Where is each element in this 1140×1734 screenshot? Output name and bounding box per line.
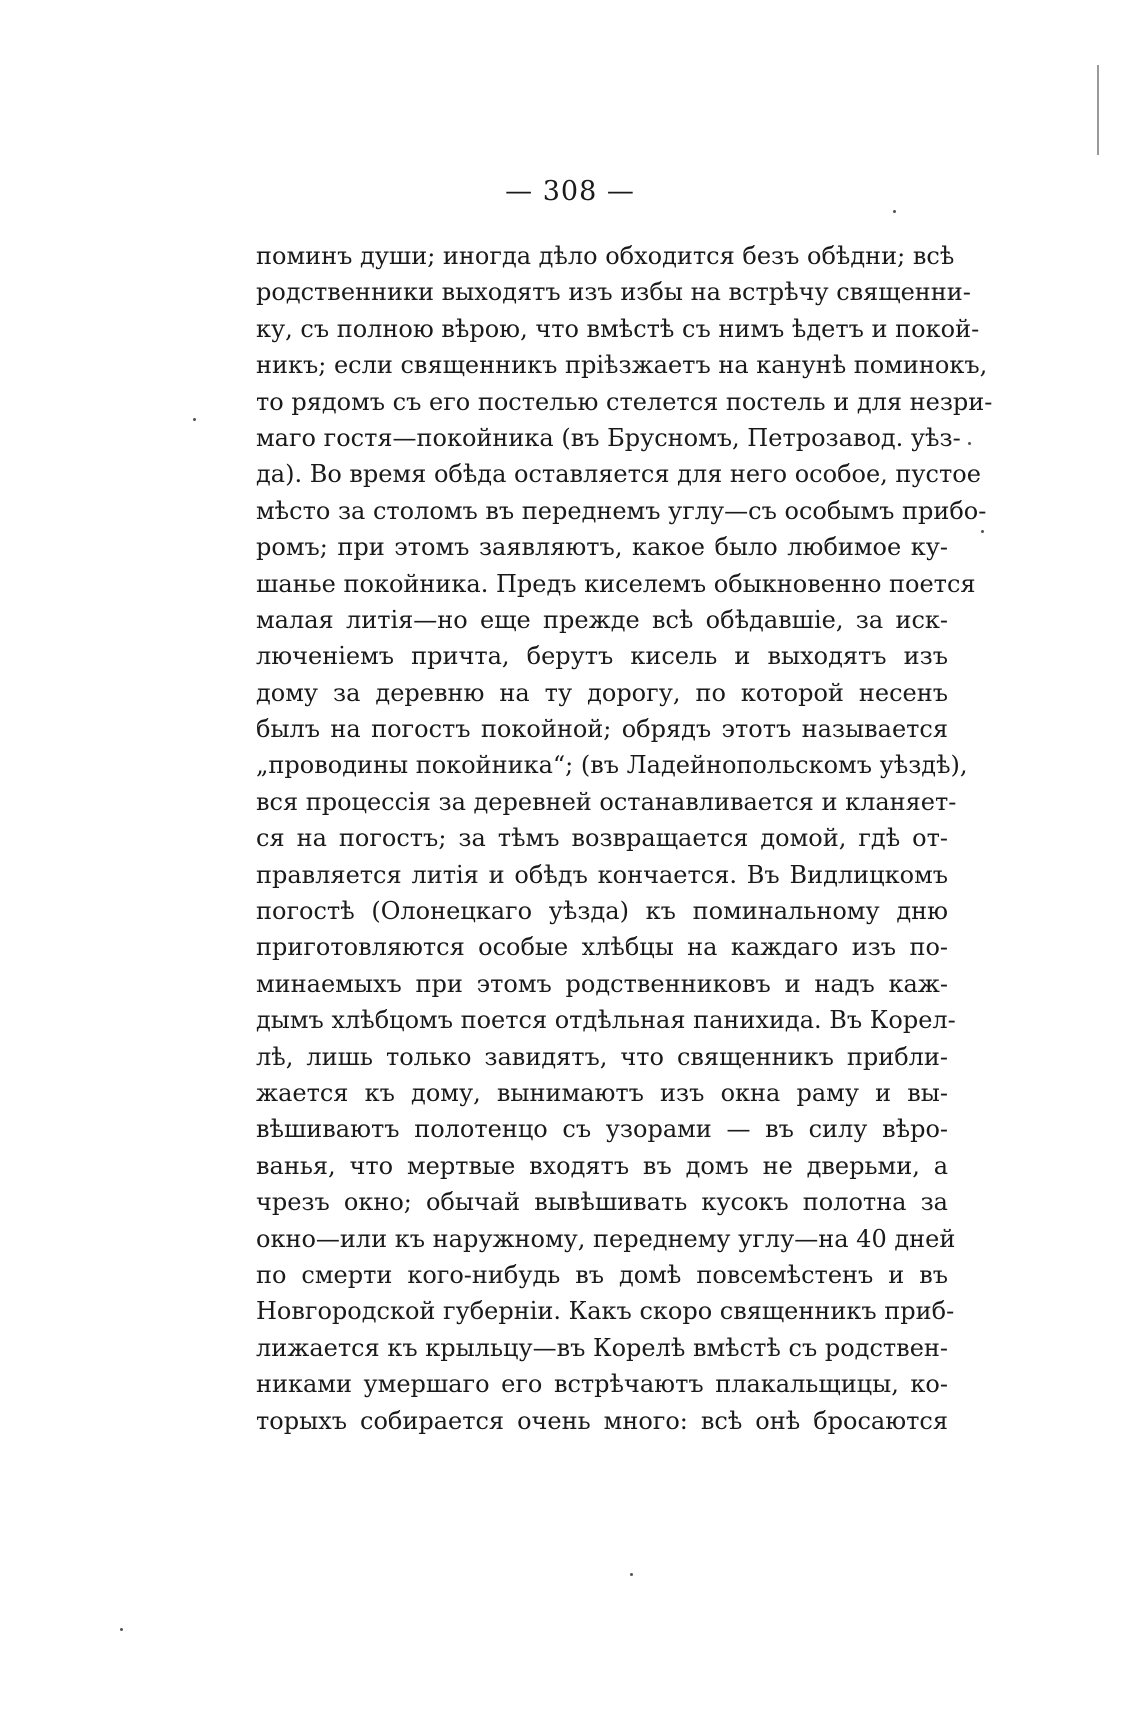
text-line: Новгородской губерніи. Какъ скоро священникъ приб- bbox=[256, 1297, 955, 1326]
text-line: маго гостя—покойника (въ Брусномъ, Петрозавод. уѣз- bbox=[256, 423, 961, 452]
text-line: ромъ; при этомъ заявляютъ, какое было любимое ку- bbox=[256, 533, 948, 562]
text-line: то рядомъ съ его постелью стелется постель и для незри- bbox=[256, 387, 993, 416]
text-line: вѣшиваютъ полотенцо съ узорами — въ силу вѣро- bbox=[256, 1115, 948, 1144]
text-line: мѣсто за столомъ въ переднемъ углу—съ особымъ прибо- bbox=[256, 496, 987, 525]
text-line: шанье покойника. Предъ киселемъ обыкновенно поется bbox=[256, 569, 976, 598]
text-line: лѣ, лишь только завидятъ, что священникъ прибли- bbox=[256, 1042, 948, 1071]
scan-speck bbox=[893, 210, 896, 213]
text-line: торыхъ собирается очень много: всѣ онѣ бросаются bbox=[256, 1406, 948, 1435]
scan-edge-line bbox=[1097, 65, 1099, 155]
text-body bbox=[256, 238, 993, 1439]
scan-speck bbox=[968, 442, 971, 445]
text-line: приготовляются особые хлѣбцы на каждаго изъ по- bbox=[256, 933, 948, 962]
text-line: ку, съ полною вѣрою, что вмѣстѣ съ нимъ ѣдетъ и покой- bbox=[256, 314, 980, 343]
text-line: да). Во время обѣда оставляется для него особое, пустое bbox=[256, 460, 981, 489]
scan-speck bbox=[630, 1573, 633, 1576]
text-line: дому за деревню на ту дорогу, по которой несенъ bbox=[256, 678, 948, 707]
text-line: дымъ хлѣбцомъ поется отдѣльная панихида. Въ Корел- bbox=[256, 1006, 956, 1035]
text-line: поминъ души; иногда дѣло обходится безъ обѣдни; всѣ bbox=[256, 242, 955, 270]
text-line: жается къ дому, вынимаютъ изъ окна раму и вы- bbox=[256, 1078, 948, 1107]
text-line: погостѣ (Олонецкаго уѣзда) къ поминальному дню bbox=[256, 897, 948, 926]
text-line: правляется литія и обѣдъ кончается. Въ Видлицкомъ bbox=[256, 860, 948, 889]
scan-speck bbox=[120, 1628, 123, 1631]
text-line: чрезъ окно; обычай вывѣшивать кусокъ полотна за bbox=[256, 1188, 948, 1217]
text-line: былъ на погостъ покойной; обрядъ этотъ называется bbox=[256, 715, 948, 744]
text-line: малая литія—но еще прежде всѣ обѣдавшіе, за иск- bbox=[256, 605, 948, 634]
page-number: — 308 — bbox=[505, 176, 635, 207]
text-line: ванья, что мертвые входятъ въ домъ не дверьми, а bbox=[256, 1151, 948, 1180]
text-line: по смерти кого-нибудь въ домѣ повсемѣстенъ и въ bbox=[256, 1260, 948, 1289]
text-line: вся процессія за деревней останавливается и кланяет- bbox=[256, 787, 957, 816]
text-line: окно—или къ наружному, переднему углу—на 40 дней bbox=[256, 1224, 956, 1253]
text-line: люченіемъ причта, берутъ кисель и выходятъ изъ bbox=[256, 642, 948, 671]
text-line: родственники выходятъ изъ избы на встрѣчу священни- bbox=[256, 278, 971, 307]
scan-speck bbox=[193, 418, 196, 421]
text-line: никами умершаго его встрѣчаютъ плакальщицы, ко- bbox=[256, 1370, 948, 1399]
scan-speck bbox=[981, 530, 984, 533]
text-line: минаемыхъ при этомъ родственниковъ и надъ каж- bbox=[256, 969, 948, 998]
text-line: ся на погостъ; за тѣмъ возвращается домой, гдѣ от- bbox=[256, 824, 948, 853]
text-line: лижается къ крыльцу—въ Корелѣ вмѣстѣ съ родствен- bbox=[256, 1333, 948, 1362]
text-line: „проводины покойника“; (въ Ладейнопольскомъ уѣздѣ), bbox=[256, 751, 968, 780]
text-line: никъ; если священникъ пріѣзжаетъ на канунѣ поминокъ, bbox=[256, 351, 988, 380]
